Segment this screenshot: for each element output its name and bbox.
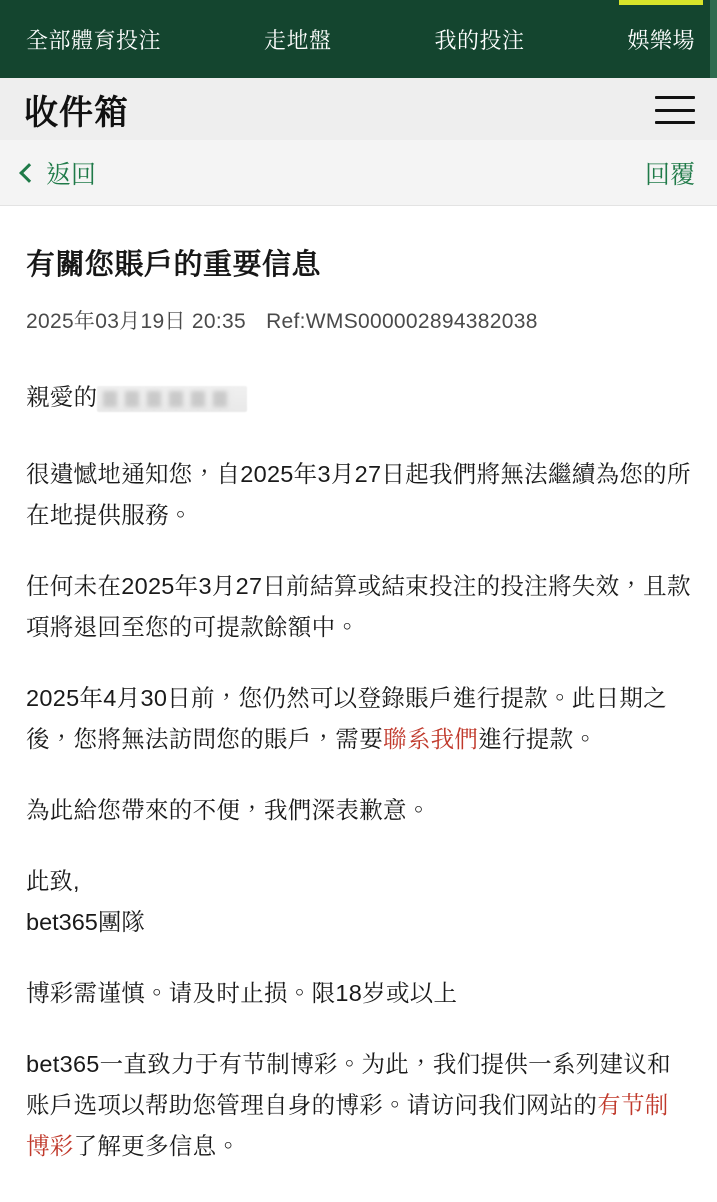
message-paragraph-apology: 為此給您帶來的不便，我們深表歉意。 [26,797,431,823]
nav-tab-casino[interactable] [619,0,703,78]
message-paragraph-withdrawal [26,678,691,760]
nav-tab-in-play[interactable] [256,0,340,78]
withdrawal-text-part-1: 2025年4月30日前，您仍然可以登錄賬戶進行提款。此日期之後，您將無法訪問您的賬戶，需要 [26,685,667,752]
page-title: 收件箱 [24,93,129,132]
message-body [0,206,717,1167]
nav-tab-all-sports-label: 全部體育投注 [26,27,162,53]
signature-team: bet365團隊 [26,909,145,935]
message-salutation [26,377,691,418]
contact-us-link[interactable]: 聯系我們 [383,726,479,752]
message-reference: Ref:WMS000002894382038 [266,310,538,333]
back-button-label: 返回 [46,160,97,189]
responsible-text-part-2: 了解更多信息。 [73,1133,241,1159]
reply-button[interactable] [645,155,695,191]
page-header [0,78,717,140]
message-date: 2025年03月19日 20:35 [26,310,246,333]
redacted-recipient-name [97,386,247,412]
top-navigation-bar [0,0,717,78]
signature-closing: 此致, [26,868,80,894]
nav-tab-my-bets[interactable] [426,0,532,78]
message-signature [26,861,691,943]
responsible-text-part-1: bet365一直致力于有节制博彩。为此，我们提供一系列建议和账户选项以帮助您管理自身的博彩。请访问我们网站的 [26,1051,671,1118]
nav-tab-all-sports[interactable] [18,0,169,78]
nav-scroll-indicator[interactable] [710,0,717,78]
hamburger-bar-2 [655,109,695,112]
responsible-gambling-notice: 博彩需谨慎。请及时止损。限18岁或以上 [26,980,458,1006]
responsible-gambling-link[interactable]: 有节制博彩 [26,1092,669,1159]
nav-tab-casino-label: 娛樂場 [627,27,695,53]
hamburger-bar-1 [655,96,695,99]
reply-button-label: 回覆 [644,160,695,189]
withdrawal-text-part-2: 進行提款。 [478,726,598,752]
nav-tab-in-play-label: 走地盤 [263,27,332,53]
message-paragraph-1: 很遺憾地通知您，自2025年3月27日起我們將無法繼續為您的所在地提供服務。 [26,461,691,528]
nav-tab-my-bets-label: 我的投注 [434,27,525,53]
salutation-prefix: 親愛的 [26,384,98,410]
responsible-gambling-paragraph [26,1044,691,1167]
message-title: 有關您賬戶的重要信息 [26,249,322,281]
message-paragraph-2: 任何未在2025年3月27日前結算或結束投注的投注將失效，且款項將退回至您的可提款餘額中。 [26,573,691,640]
hamburger-icon[interactable] [655,94,695,124]
back-button[interactable] [22,155,96,191]
message-action-bar [0,140,717,206]
message-meta [26,305,691,335]
chevron-left-icon [19,163,39,183]
hamburger-bar-3 [655,121,695,124]
